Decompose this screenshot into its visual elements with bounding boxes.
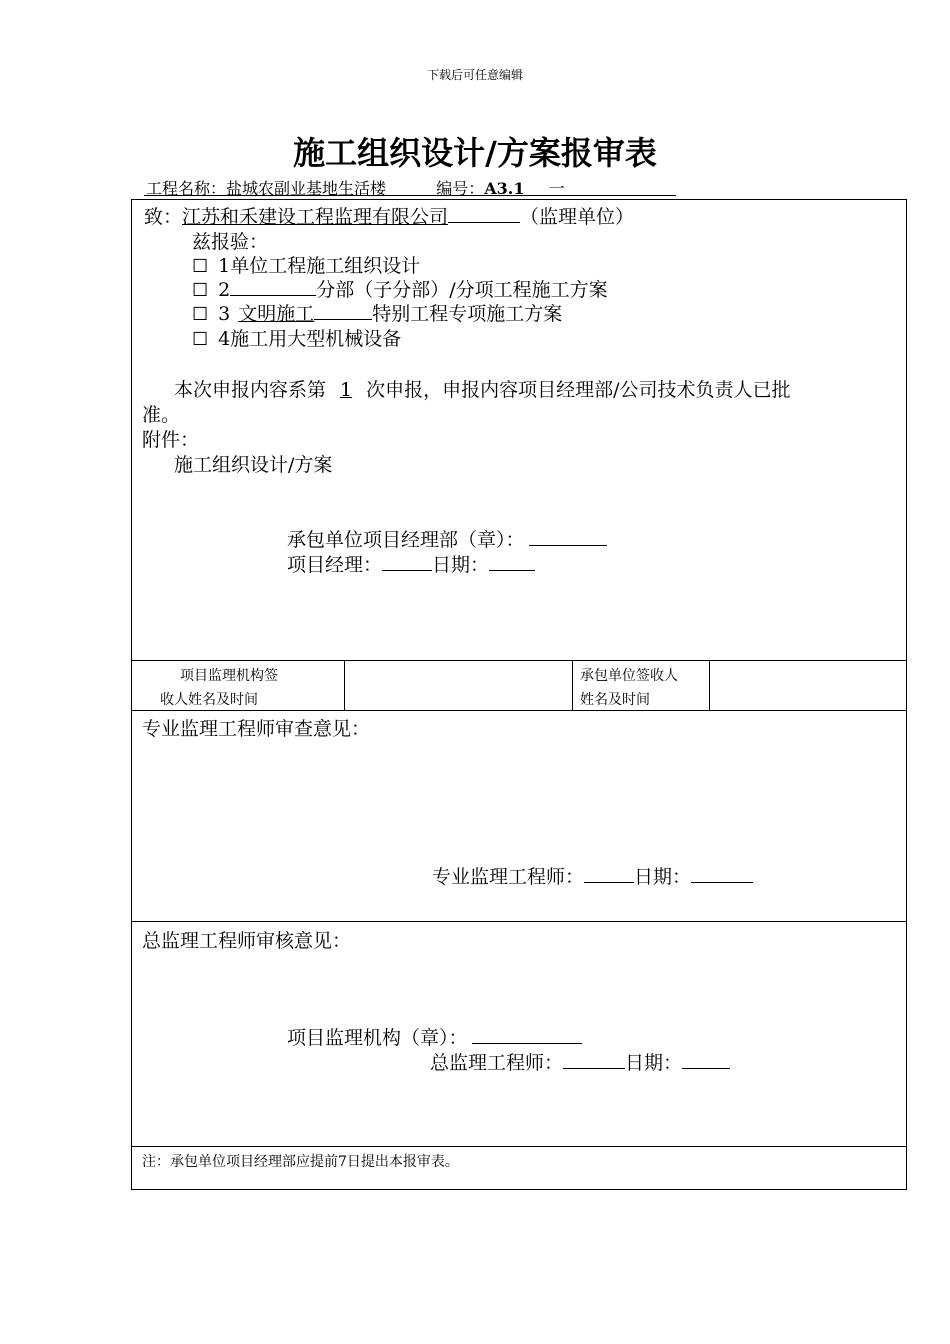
- option-1[interactable]: ☐ 1单位工程施工组织设计: [192, 255, 421, 277]
- number-suffix: 一: [548, 179, 565, 198]
- option-2[interactable]: ☐ 2 分部（子分部）/分项工程施工方案: [192, 279, 608, 301]
- column-divider: [709, 661, 710, 710]
- chief-heading: 总监理工程师审核意见：: [142, 930, 352, 952]
- option-3[interactable]: ☐ 3 文明施工 特别工程专项施工方案: [192, 303, 563, 325]
- intro-text: 兹报验：: [192, 231, 269, 253]
- supervisor-receiver-label-2: 收人姓名及时间: [160, 692, 258, 708]
- contractor-sign-line: 承包单位项目经理部（章）：: [287, 525, 607, 552]
- supervisor-receiver-label-1: 项目监理机构签: [180, 668, 278, 684]
- checkbox-icon[interactable]: ☐: [192, 280, 209, 301]
- checkbox-icon[interactable]: ☐: [192, 256, 209, 277]
- recipient: 江苏和禾建设工程监理有限公司: [182, 206, 449, 228]
- attachment-label: 附件：: [142, 429, 200, 451]
- addressee-line: [144, 202, 634, 229]
- statement-continuation: 准。: [142, 404, 181, 426]
- recipient-role: （监理单位）: [520, 206, 635, 228]
- number-value: A3.1: [484, 179, 525, 198]
- row-divider: [131, 710, 906, 711]
- pm-date-line: 项目经理： 日期：: [287, 550, 535, 577]
- row-divider: [131, 660, 906, 661]
- column-divider: [344, 661, 345, 710]
- org-seal-line: 项目监理机构（章）：: [287, 1023, 582, 1050]
- to-label: 致：: [144, 206, 183, 228]
- statement-line: 本次申报内容系第 1 次申报，申报内容项目经理部/公司技术负责人已批: [174, 379, 791, 401]
- header-note: 下载后可任意编辑: [426, 68, 523, 82]
- footnote: 注：承包单位项目经理部应提前7日提出本报审表。: [142, 1154, 459, 1170]
- project-label: 工程名称：: [146, 179, 227, 198]
- option-4[interactable]: ☐ 4施工用大型机械设备: [192, 328, 402, 350]
- column-divider: [572, 661, 573, 710]
- chief-sign-line: 总监理工程师： 日期：: [430, 1048, 730, 1075]
- row-divider: [131, 921, 906, 922]
- contractor-receiver-label-2: 姓名及时间: [580, 692, 650, 708]
- number-label: 编号：: [436, 179, 485, 198]
- specialist-sign-line: 专业监理工程师： 日期：: [432, 862, 753, 889]
- submission-number: 1: [340, 379, 353, 401]
- page-title: 施工组织设计/方案报审表: [293, 134, 657, 172]
- meta-underline: [144, 195, 676, 196]
- checkbox-icon[interactable]: ☐: [192, 329, 209, 350]
- checkbox-icon[interactable]: ☐: [192, 304, 209, 325]
- project-name: 盐城农副业基地生活楼: [226, 179, 387, 198]
- row-divider: [131, 1146, 906, 1147]
- contractor-receiver-label-1: 承包单位签收人: [580, 668, 678, 684]
- attachment-item: 施工组织设计/方案: [174, 454, 333, 476]
- specialist-heading: 专业监理工程师审查意见：: [142, 718, 371, 740]
